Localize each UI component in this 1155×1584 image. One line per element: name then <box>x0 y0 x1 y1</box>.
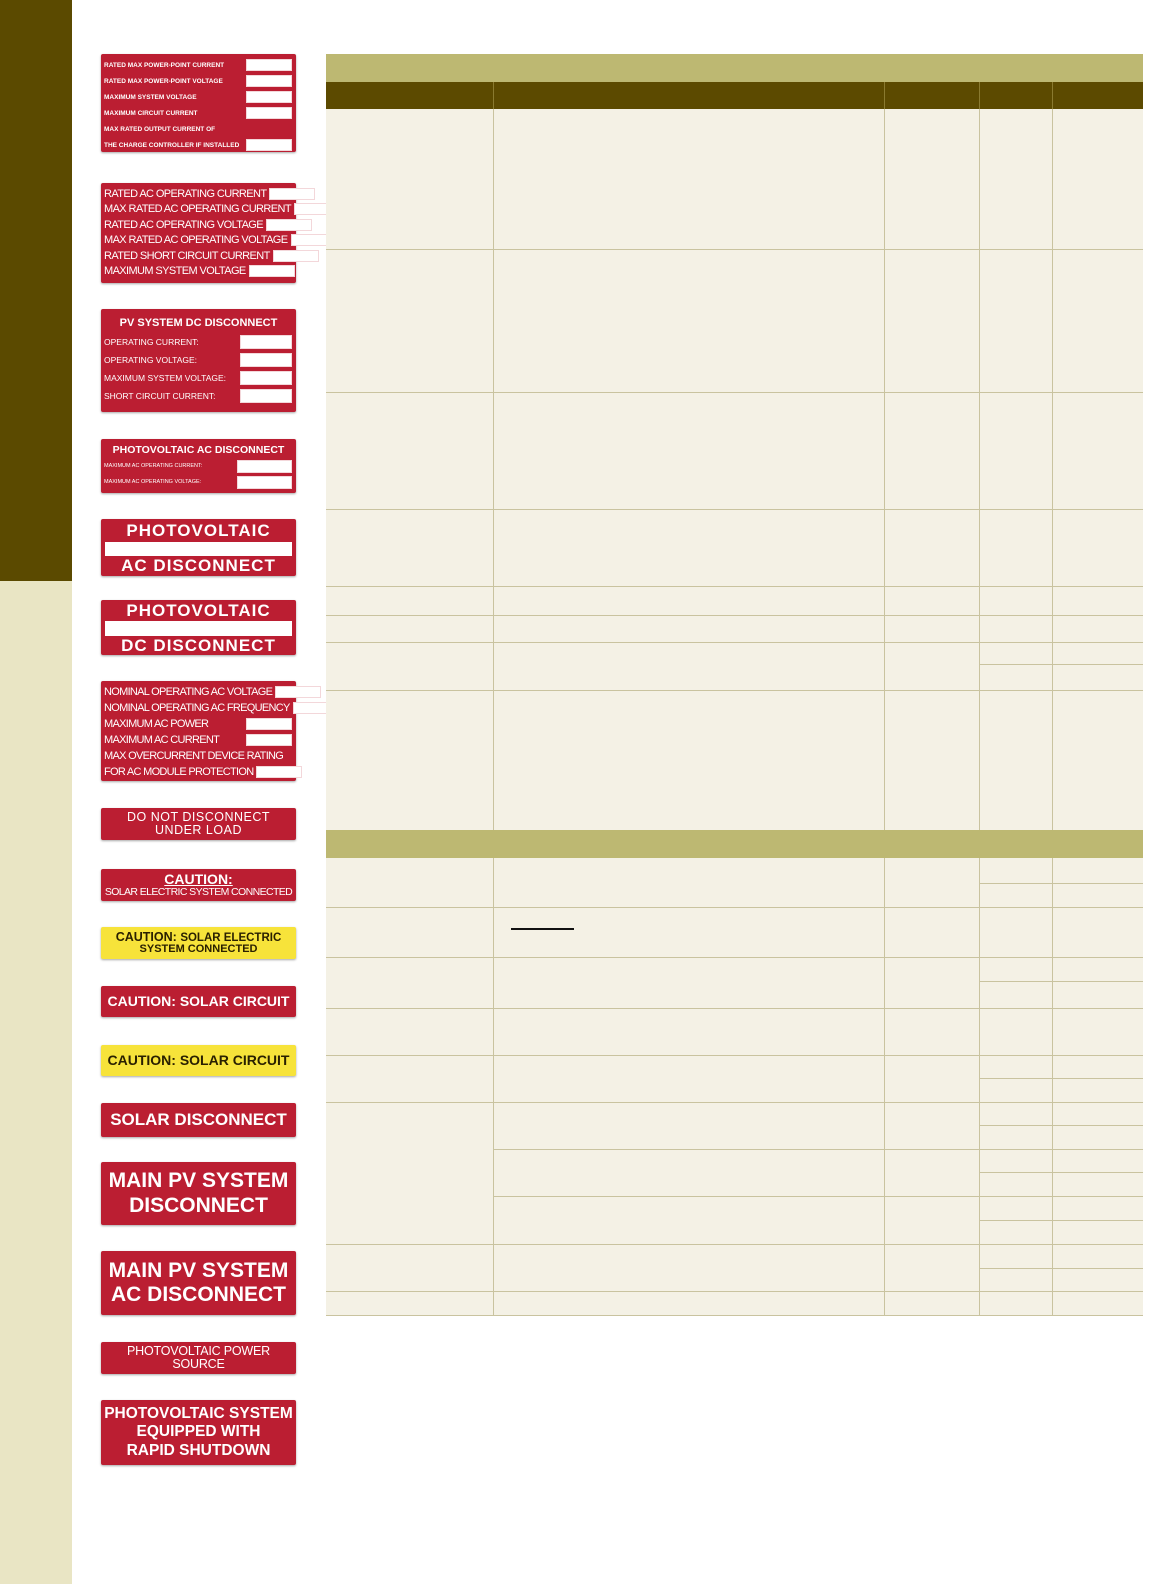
label-row: MAXIMUM SYSTEM VOLTAGE <box>104 89 292 105</box>
blank-strip <box>105 621 292 636</box>
label-caution-solar-circuit-red: CAUTION: SOLAR CIRCUIT <box>101 986 296 1017</box>
label-row: RATED SHORT CIRCUIT CURRENT <box>104 248 292 264</box>
label-photovoltaic-dc-disconnect: PHOTOVOLTAIC DC DISCONNECT <box>101 600 296 655</box>
value-box <box>266 219 312 231</box>
value-box <box>240 335 292 349</box>
label-caution-solar-circuit-yellow: CAUTION: SOLAR CIRCUIT <box>101 1045 296 1076</box>
label-row: OPERATING VOLTAGE: <box>104 351 292 369</box>
label-row: FOR AC MODULE PROTECTION <box>104 764 292 780</box>
label-caution-solar-electric-yellow: CAUTION: SOLAR ELECTRIC SYSTEM CONNECTED <box>101 927 296 959</box>
label-row: MAXIMUM SYSTEM VOLTAGE <box>104 264 292 280</box>
label-row: MAX OVERCURRENT DEVICE RATING <box>104 750 284 762</box>
label-row: MAXIMUM AC CURRENT <box>104 732 292 748</box>
label-row: NOMINAL OPERATING AC FREQUENCY <box>104 700 292 716</box>
label-title: PHOTOVOLTAIC AC DISCONNECT <box>112 444 285 456</box>
label-row: OPERATING CURRENT: <box>104 333 292 351</box>
label-row: NOMINAL OPERATING AC VOLTAGE <box>104 684 292 700</box>
table-header-row <box>326 82 1143 109</box>
value-box <box>237 476 292 489</box>
label-photovoltaic-ac-disconnect-ratings <box>101 439 296 493</box>
label-pv-system-dc-disconnect <box>101 309 296 412</box>
underline-mark <box>511 928 574 930</box>
label-main-pv-system-disconnect: MAIN PV SYSTEM DISCONNECT <box>101 1162 296 1225</box>
label-row: RATED AC OPERATING VOLTAGE <box>104 217 292 233</box>
table-caption-bar <box>326 54 1143 82</box>
label-rapid-shutdown: PHOTOVOLTAIC SYSTEM EQUIPPED WITH RAPID SHUTDOWN <box>101 1400 296 1465</box>
label-row: MAX RATED AC OPERATING VOLTAGE <box>104 233 292 249</box>
labels-table <box>326 54 1143 1316</box>
value-box <box>240 371 292 385</box>
value-box <box>249 265 295 277</box>
label-row: RATED AC OPERATING CURRENT <box>104 186 292 202</box>
label-row: SHORT CIRCUIT CURRENT: <box>104 387 292 405</box>
label-photovoltaic-ac-disconnect: PHOTOVOLTAIC AC DISCONNECT <box>101 519 296 576</box>
label-ac-module-ratings <box>101 183 296 283</box>
value-box <box>269 188 315 200</box>
label-do-not-disconnect: DO NOT DISCONNECT UNDER LOAD <box>101 808 296 840</box>
value-box <box>246 718 292 730</box>
table-section-bar <box>326 830 1143 858</box>
label-main-pv-system-ac-disconnect: MAIN PV SYSTEM AC DISCONNECT <box>101 1251 296 1315</box>
value-box <box>246 75 292 87</box>
value-box <box>246 107 292 119</box>
blank-strip <box>105 542 292 556</box>
label-row: MAX RATED AC OPERATING CURRENT <box>104 202 292 218</box>
value-box <box>237 460 292 473</box>
label-ac-module-nominal-ratings <box>101 681 296 781</box>
sidebar-light-band <box>0 581 72 1584</box>
label-row: MAXIMUM AC POWER <box>104 716 292 732</box>
label-row: MAXIMUM CIRCUIT CURRENT <box>104 105 292 121</box>
value-box <box>273 250 319 262</box>
value-box <box>246 59 292 71</box>
label-row: MAXIMUM AC OPERATING VOLTAGE: <box>104 474 292 490</box>
value-box <box>246 139 292 151</box>
label-title: PV SYSTEM DC DISCONNECT <box>119 317 278 329</box>
value-box <box>240 389 292 403</box>
value-box <box>275 686 321 698</box>
value-box <box>246 91 292 103</box>
label-row: RATED MAX POWER-POINT VOLTAGE <box>104 73 292 89</box>
value-box <box>240 353 292 367</box>
sidebar-dark-band <box>0 0 72 581</box>
label-solar-disconnect: SOLAR DISCONNECT <box>101 1103 296 1137</box>
value-box <box>256 766 302 778</box>
label-row: MAXIMUM AC OPERATING CURRENT: <box>104 458 292 474</box>
label-row: MAXIMUM SYSTEM VOLTAGE: <box>104 369 292 387</box>
label-pv-module-ratings <box>101 54 296 152</box>
label-row: THE CHARGE CONTROLLER IF INSTALLED <box>104 137 292 153</box>
value-box <box>246 734 292 746</box>
label-row: RATED MAX POWER-POINT CURRENT <box>104 57 292 73</box>
label-photovoltaic-power-source: PHOTOVOLTAIC POWER SOURCE <box>101 1342 296 1374</box>
label-caution-solar-electric-red: CAUTION: SOLAR ELECTRIC SYSTEM CONNECTED <box>101 869 296 901</box>
label-row: MAX RATED OUTPUT CURRENT OF <box>104 125 216 133</box>
